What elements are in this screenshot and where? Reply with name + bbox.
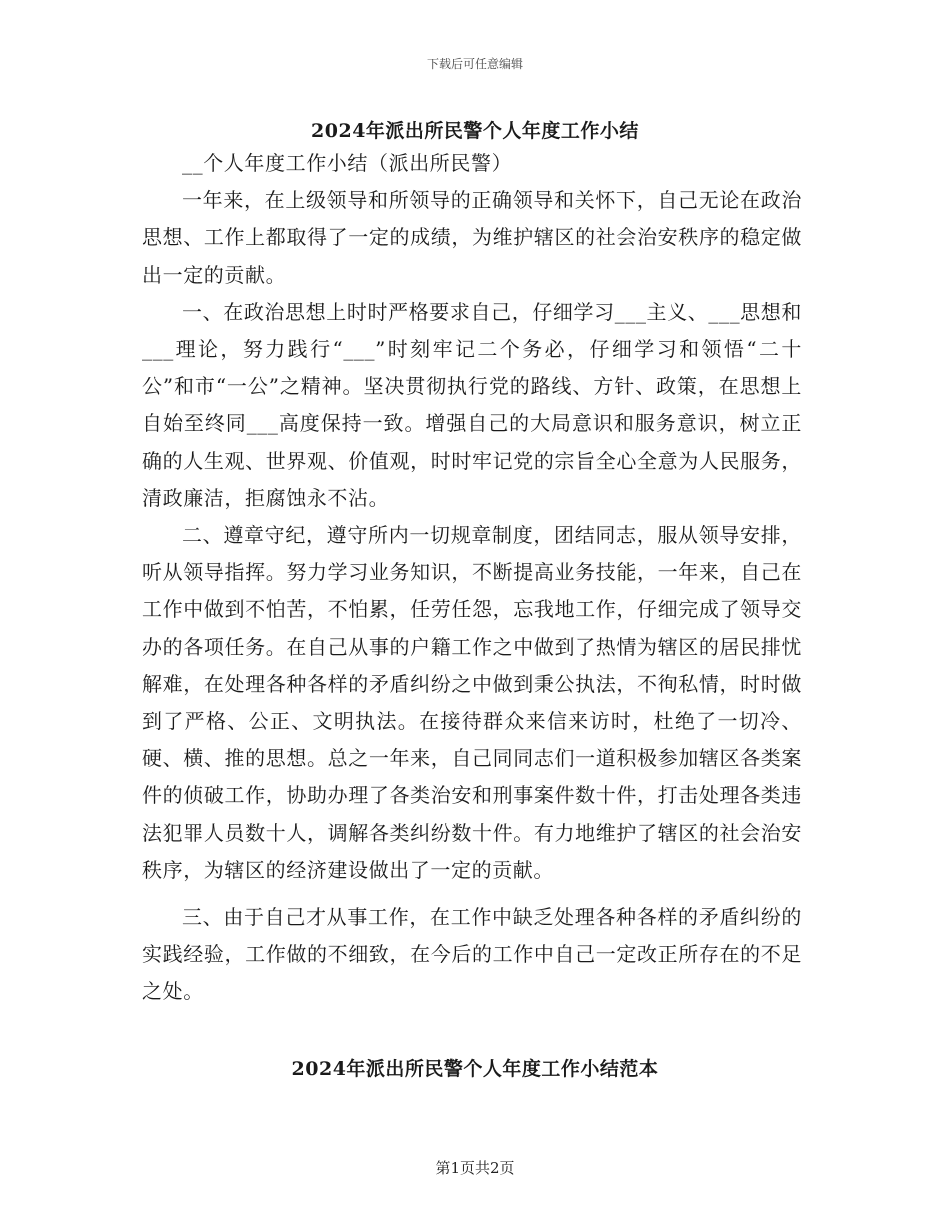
paragraph-intro: 一年来，在上级领导和所领导的正确领导和关怀下，自己无论在政治思想、工作上都取得了一定的成绩，为维护辖区的社会治安秩序的稳定做出一定的贡献。 xyxy=(142,188,802,287)
second-document-title: 2024年派出所民警个人年度工作小结范本 xyxy=(291,1058,659,1080)
paragraph-section-2: 二、遵章守纪，遵守所内一切规章制度，团结同志，服从领导安排，听从领导指挥。努力学习业务知识，不断提高业务技能，一年来，自己在工作中做到不怕苦，不怕累，任劳任怨，忘我地工作，仔细完成了领导交办的各项任务。在自己从事的户籍工作之中做到了热情为辖区的居民排忧解难，在处理各种各样的矛盾纠纷之中做到秉公执法，不徇私情，时时做到了严格、公正、文明执法。在接待群众来信来访时，杜绝了一切冷、硬、横、推的思想。总之一年来，自己同同志们一道积极参加辖区各类案件的侦破工作，协助办理了各类治安和刑事案件数十件，打击处理各类违法犯罪人员数十人，调解各类纠纷数十件。有力地维护了辖区的社会治安秩序，为辖区的经济建设做出了一定的贡献。 xyxy=(142,523,802,882)
paragraph-section-1: 一、在政治思想上时时严格要求自己，仔细学习___主义、___思想和___理论，努力践行“___”时刻牢记二个务必，仔细学习和领悟“二十公”和市“一公”之精神。坚决贯彻执行党的路线、方针、政策，在思想上自始至终同___高度保持一致。增强自己的大局意识和服务意识，树立正确的人生观、世界观、价值观，时时牢记党的宗旨全心全意为人民服务，清政廉洁，拒腐蚀永不沾。 xyxy=(142,299,802,510)
paragraph-section-3: 三、由于自己才从事工作，在工作中缺乏处理各种各样的矛盾纠纷的实践经验，工作做的不细致，在今后的工作中自己一定改正所存在的不足之处。 xyxy=(142,905,802,1004)
page-footer: 第1页共2页 xyxy=(435,1159,515,1177)
document-title: 2024年派出所民警个人年度工作小结 xyxy=(311,120,639,142)
page-header-note: 下载后可任意编辑 xyxy=(426,57,523,71)
document-body xyxy=(142,145,802,1011)
subtitle-line: __个人年度工作小结（派出所民警） xyxy=(182,151,513,175)
